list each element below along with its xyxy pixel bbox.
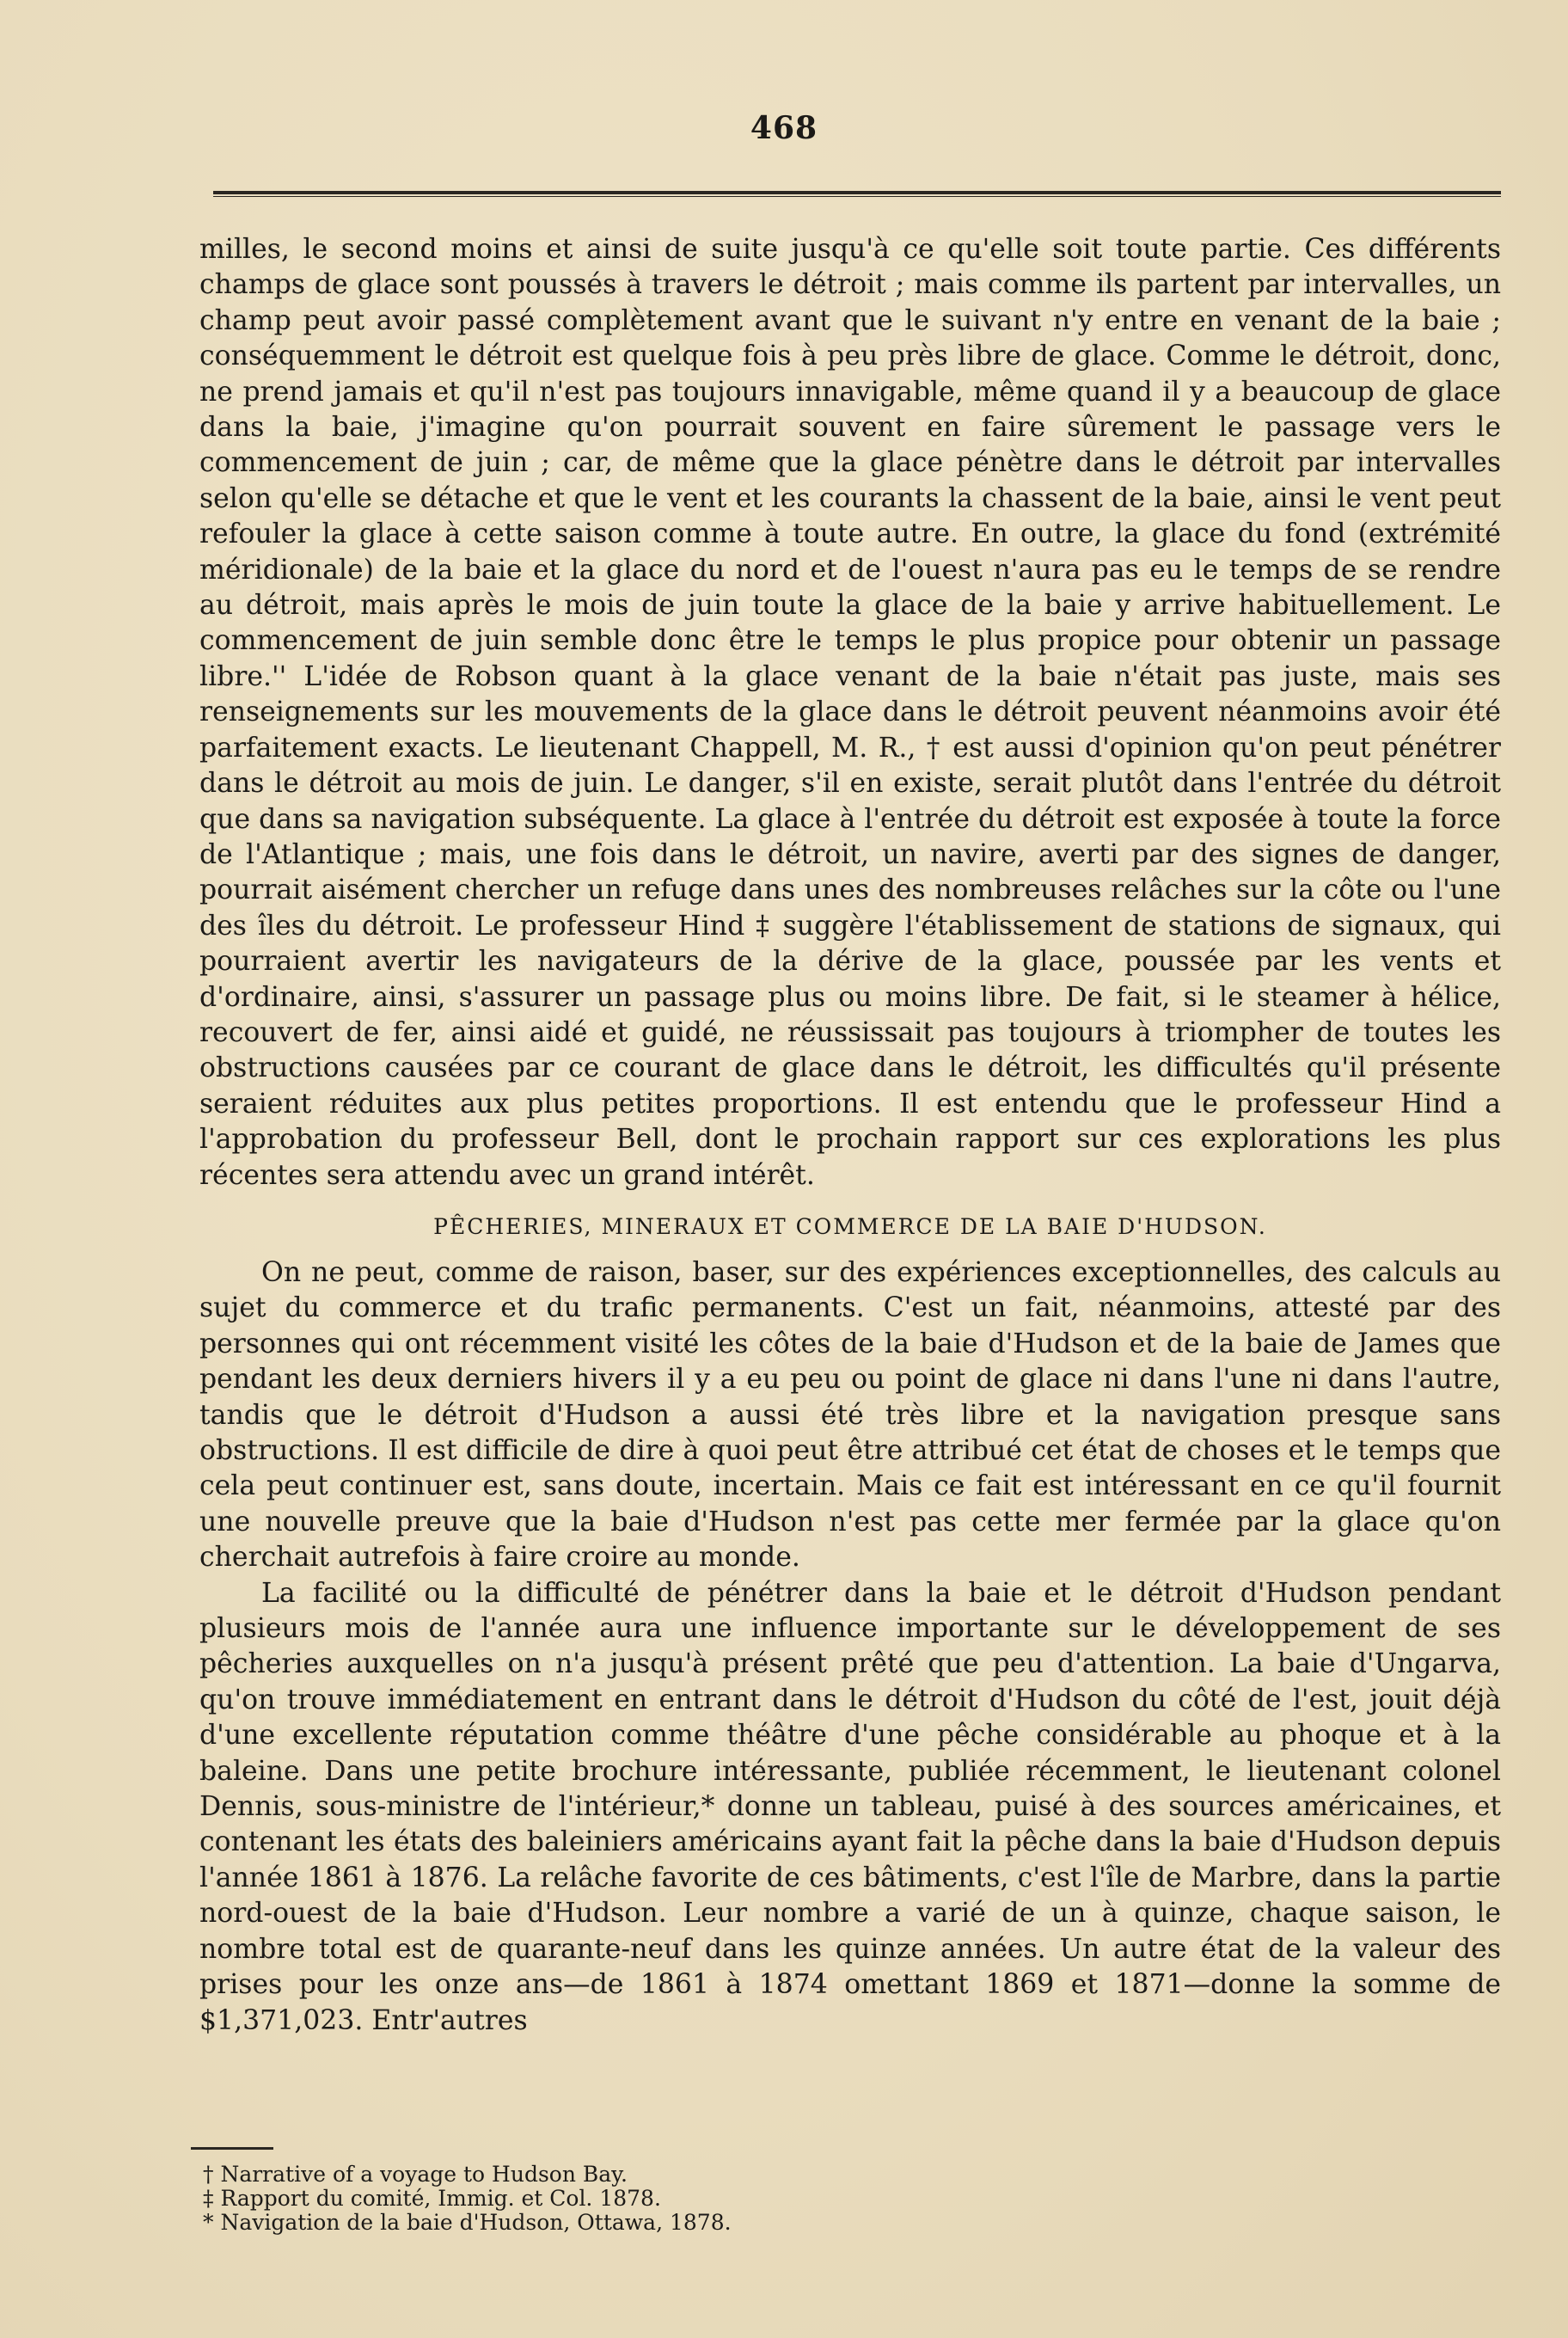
- paragraph: milles, le second moins et ainsi de suite jusqu'à ce qu'elle soit toute partie. Ces différents champs de glace sont poussés à travers le détroit ; mais comme ils partent par intervalles, un champ peut avoir passé complètement avant que le suivant n'y entre en venant de la baie ; conséquemment le détroit est quelque fois à peu près libre de glace. Comme le détroit, donc, ne prend jamais et qu'il n'est pas toujours innavigable, même quand il y a beaucoup de glace dans la baie, j'imagine qu'on pourrait souvent en faire sûrement le passage vers le commencement de juin ; car, de même que la glace pénètre dans le détroit par intervalles selon qu'elle se détache et que le vent et les courants la chassent de la baie, ainsi le vent peut refouler la glace à cette saison comme à toute autre. En outre, la glace du fond (extrémité méridionale) de la baie et la glace du nord et de l'ouest n'aura pas eu le temps de se rendre au détroit, mais après le mois de juin toute la glace de la baie y arrive habituellement. Le commencement de juin semble donc être le temps le plus propice pour obtenir un passage libre.'' L'idée de Robson quant à la glace venant de la baie n'était pas juste, mais ses renseignements sur les mouvements de la glace dans le détroit peuvent néanmoins avoir été parfaitement exacts. Le lieutenant Chappell, M. R., † est aussi d'opinion qu'on peut pénétrer dans le détroit au mois de juin. Le danger, s'il en existe, serait plutôt dans l'entrée du détroit que dans sa navigation subséquente. La glace à l'entrée du détroit est exposée à toute la force de l'Atlantique ; mais, une fois dans le détroit, un navire, averti par des signes de danger, pourrait aisément chercher un refuge dans unes des nombreuses relâches sur la côte ou l'une des îles du détroit. Le professeur Hind ‡ suggère l'établissement de stations de signaux, qui pourraient avertir les navigateurs de la dérive de la glace, poussée par les vents et d'ordinaire, ainsi, s'assurer un passage plus ou moins libre. De fait, si le steamer à hélice, recouvert de fer, ainsi aidé et guidé, ne réussissait pas toujours à triompher de toutes les obstructions causées par ce courant de glace dans le détroit, les difficultés qu'il présente seraient réduites aux plus petites proportions. Il est entendu que le professeur Hind a l'approbation du professeur Bell, dont le prochain rapport sur ces explorations les plus récentes sera attendu avec un grand intérêt.: [199, 234, 1501, 1191]
- footnotes: [203, 2163, 1148, 2235]
- footnote: * Navigation de la baie d'Hudson, Ottawa, 1878.: [203, 2210, 732, 2235]
- footnote: † Narrative of a voyage to Hudson Bay.: [203, 2162, 628, 2187]
- paragraph: On ne peut, comme de raison, baser, sur des expériences exceptionnelles, des calculs au sujet du commerce et du trafic permanents. C'est un fait, néanmoins, attesté par des personnes qui ont récemment visité les côtes de la baie d'Hudson et de la baie de James que pendant les deux derniers hivers il y a eu peu ou point de glace ni dans l'une ni dans l'autre, tandis que le détroit d'Hudson a aussi été très libre et la navigation presque sans obstructions. Il est difficile de dire à quoi peut être attribué cet état de choses et le temps que cela peut continuer est, sans doute, incertain. Mais ce fait est intéressant en ce qu'il fournit une nouvelle preuve que la baie d'Hudson n'est pas cette mer fermée par la glace qu'on cherchait autrefois à faire croire au monde.: [199, 1256, 1501, 1574]
- footnote-rule: [191, 2147, 273, 2150]
- body-text: [199, 232, 1501, 2039]
- header-rule: [213, 191, 1501, 197]
- page-number: 468: [750, 110, 818, 146]
- section-heading: PÊCHERIES, MINERAUX ET COMMERCE DE LA BAIE D'HUDSON.: [433, 1213, 1267, 1239]
- paragraph: La facilité ou la difficulté de pénétrer dans la baie et le détroit d'Hudson pendant plusieurs mois de l'année aura une influence importante sur le développement de ses pêcheries auxquelles on n'a jusqu'à présent prêté que peu d'attention. La baie d'Ungarva, qu'on trouve immédiatement en entrant dans le détroit d'Hudson du côté de l'est, jouit déjà d'une excellente réputation comme théâtre d'une pêche considérable au phoque et à la baleine. Dans une petite brochure intéressante, publiée récemment, le lieutenant colonel Dennis, sous-ministre de l'intérieur,* donne un tableau, puisé à des sources américaines, et contenant les états des baleiniers américains ayant fait la pêche dans la baie d'Hudson depuis l'année 1861 à 1876. La relâche favorite de ces bâtiments, c'est l'île de Marbre, dans la partie nord-ouest de la baie d'Hudson. Leur nombre a varié de un à quinze, chaque saison, le nombre total est de quarante-neuf dans les quinze années. Un autre état de la valeur des prises pour les onze ans—de 1861 à 1874 omettant 1869 et 1871—donne la somme de $1,371,023. Entr'autres: [199, 1577, 1501, 2036]
- footnote: ‡ Rapport du comité, Immig. et Col. 1878.: [203, 2186, 661, 2211]
